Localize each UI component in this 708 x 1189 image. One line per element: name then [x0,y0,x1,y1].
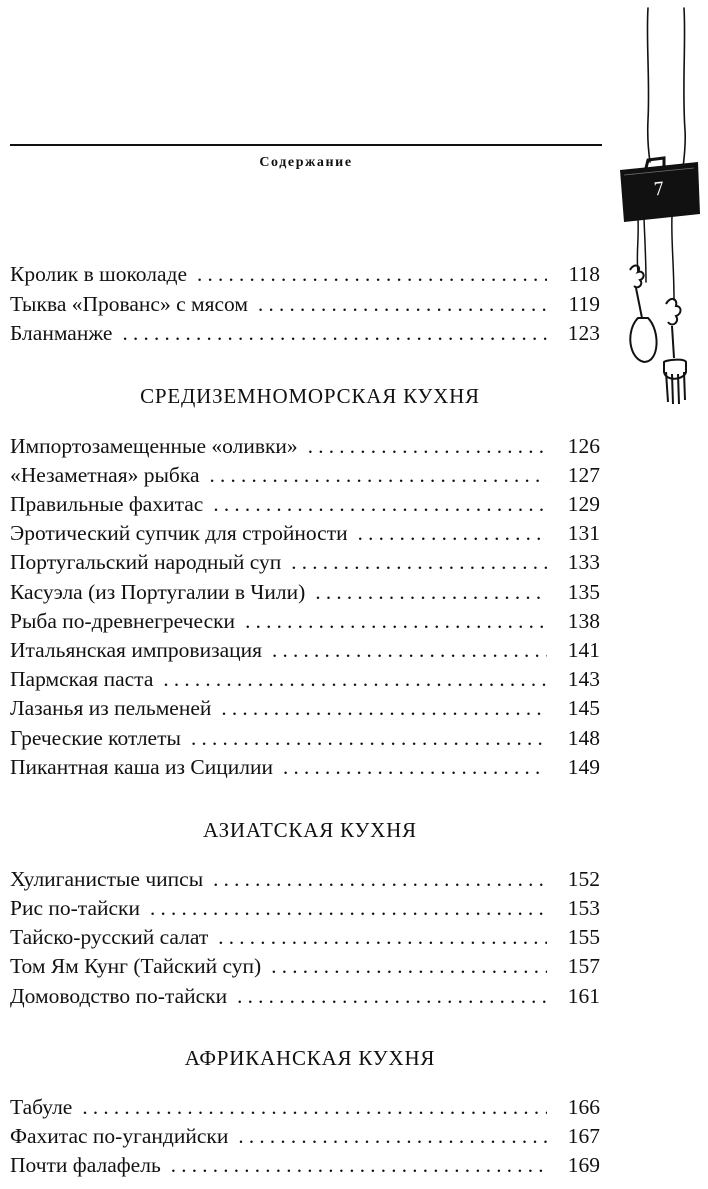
toc-entry [10,665,600,693]
entry-page: 123 [567,321,600,345]
entry-page: 141 [567,638,600,662]
toc-entry [10,260,600,288]
dot-leader [191,724,547,752]
dot-leader [258,290,547,318]
dot-leader [271,952,547,980]
dot-leader [213,490,547,518]
entry-title: Пармская паста [10,667,154,691]
entry-page: 169 [567,1153,600,1177]
hanging-strings [647,8,685,168]
toc-entry [10,1151,600,1179]
dot-leader [272,636,547,664]
toc-entry [10,636,600,664]
spoon-icon [630,266,657,362]
toc-entry [10,319,600,347]
toc-entry [10,952,600,980]
dot-leader [82,1093,547,1121]
entry-title: Том Ям Кунг (Тайский суп) [10,954,262,978]
entry-title: Греческие котлеты [10,726,181,750]
entry-title: Домоводство по-тайски [10,984,228,1008]
dot-leader [150,894,547,922]
dot-leader [245,607,547,635]
entry-title: Эротический супчик для стройности [10,521,348,545]
toc-entry [10,607,600,635]
toc-entry [10,432,600,460]
toc-entry [10,753,600,781]
entry-page: 166 [567,1095,600,1119]
toc-entry [10,461,600,489]
header-rule [10,144,602,146]
cutlery-strings [637,216,674,300]
dot-leader [238,1122,547,1150]
dot-leader [171,1151,547,1179]
entry-title: Португальский народный суп [10,550,282,574]
entry-page: 148 [567,726,600,750]
entry-page: 155 [567,925,600,949]
toc-entry [10,923,600,951]
entry-page: 167 [567,1124,600,1148]
toc-entry [10,1122,600,1150]
entry-page: 152 [567,867,600,891]
entry-page: 119 [568,292,600,316]
toc-entry [10,894,600,922]
dot-leader [213,865,547,893]
dot-leader [163,665,547,693]
entry-title: Бланманже [10,321,113,345]
entry-page: 126 [567,434,600,458]
entry-title: Тыква «Прованс» с мясом [10,292,249,316]
entry-page: 157 [567,954,600,978]
toc-entry [10,490,600,518]
entry-page: 143 [567,667,600,691]
dot-leader [283,753,547,781]
entry-title: Табуле [10,1095,73,1119]
toc-entry [10,548,600,576]
entry-page: 129 [567,492,600,516]
entry-page: 161 [567,984,600,1008]
toc-entry [10,1093,600,1121]
entry-title: «Незаметная» рыбка [10,463,200,487]
entry-title: Рыба по-древнегречески [10,609,236,633]
entry-page: 153 [567,896,600,920]
toc-entry [10,694,600,722]
dot-leader [315,578,547,606]
entry-title: Правильные фахитас [10,492,204,516]
toc-entry [10,519,600,547]
entry-page: 131 [567,521,600,545]
toc-entry [10,982,600,1010]
entry-page: 149 [567,755,600,779]
toc-entry [10,724,600,752]
toc-entry [10,865,600,893]
suitcase-cutlery-illustration [608,0,708,420]
entry-page: 127 [567,463,600,487]
entry-title: Кролик в шоколаде [10,262,188,286]
entry-title: Рис по-тайски [10,896,140,920]
entry-title: Фахитас по-угандийски [10,1124,229,1148]
entry-title: Почти фалафель [10,1153,161,1177]
section-heading: СРЕДИЗЕМНОМОРСКАЯ КУХНЯ [140,384,480,408]
entry-title: Импортозамещенные «оливки» [10,434,298,458]
entry-page: 145 [567,696,600,720]
dot-leader [210,461,547,489]
entry-title: Тайско-русский салат [10,925,209,949]
section-heading: АЗИАТСКАЯ КУХНЯ [203,818,417,842]
dot-leader [122,319,547,347]
dot-leader [308,432,547,460]
entry-page: 133 [567,550,600,574]
toc-entry [10,290,600,318]
fork-icon [664,299,686,404]
entry-title: Пикантная каша из Сицилии [10,755,274,779]
section-heading: АФРИКАНСКАЯ КУХНЯ [184,1046,436,1070]
dot-leader [291,548,547,576]
dot-leader [221,694,547,722]
entry-page: 118 [568,262,600,286]
page-number: 7 [652,177,666,201]
entry-title: Лазанья из пельменей [10,696,212,720]
dot-leader [358,519,547,547]
dot-leader [218,923,547,951]
entry-page: 135 [567,580,600,604]
entry-title: Касуэла (из Португалии в Чили) [10,580,306,604]
toc-entry [10,578,600,606]
entry-page: 138 [567,609,600,633]
dot-leader [237,982,547,1010]
dot-leader [197,260,547,288]
running-head: Содержание [259,155,353,170]
entry-title: Хулиганистые чипсы [10,867,204,891]
entry-title: Итальянская импровизация [10,638,263,662]
